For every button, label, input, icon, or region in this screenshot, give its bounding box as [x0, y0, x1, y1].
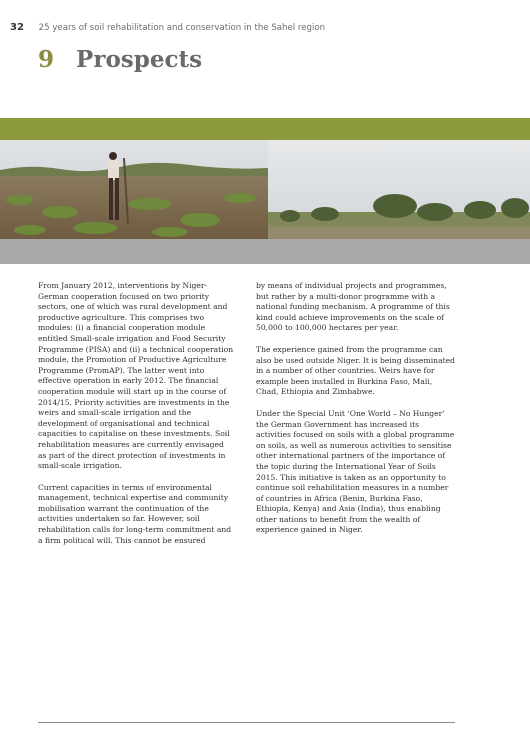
chapter-heading — [38, 46, 202, 73]
paragraph: From January 2012, interventions by Niger-German cooperation focused on two priority sectors, one of which was rural development and productive agriculture. This comprises two modules: (i) a financial cooperation module entitled Small-scale irrigation and Food Security Programme (PISA) and (ii) a technical cooperation module, the Promotion of Productive Agriculture Programme (PromAP). The latter went into effective operation in early 2012. The financial cooperation module will start up in the course of 2014/15. Priority activities are investments in the weirs and small-scale irrigation and the development of organisational and technical capacities to capitalise on these investments. Soil rehabilitation measures are currently envisaged as part of the direct protection of investments in small-scale irrigation. — [38, 281, 234, 471]
chapter-title: Prospects — [76, 46, 203, 73]
photo-farmer-field — [0, 140, 268, 239]
paragraph: Under the Special Unit ‘One World – No Hunger’ the German Government has increased its activities focused on soils with a global programme on soils, as well as numerous activities to sensitise other international partners of the importance of the topic during the International Year of Soils 2015. This initiative is taken as an opportunity to continue soil rehabilitation measures in a number of countries in Africa (Benin, Burkina Faso, Ethiopia, Kenya) and Asia (India), thus enabling other nations to benefit from the wealth of experience gained in Niger. — [256, 408, 455, 535]
text-column-left — [38, 281, 234, 557]
text-column-right — [256, 281, 456, 547]
paragraph: by means of individual projects and programmes, but rather by a multi-donor programme with a national funding mechanism. A programme of this kind could achieve improvements on the scale of 50,000 to 100,000 hectares per year. — [256, 281, 450, 333]
page-number: 32 — [10, 22, 24, 33]
running-header — [10, 22, 325, 33]
grey-band — [0, 239, 530, 264]
photo-strip — [0, 140, 530, 239]
olive-band — [0, 118, 530, 140]
paragraph: Current capacities in terms of environmental management, technical expertise and community mobilisation warrant the continuation of the activities undertaken so far. However, soil rehabilitation calls for long-term commitment and a firm political will. This cannot be ensured — [38, 482, 232, 545]
paragraph: The experience gained from the programme can also be used outside Niger. It is being disseminated in a number of other countries. Weirs have for example been installed in Burkina Faso, Mali, Chad, Ethiopia and Zimbabwe. — [256, 344, 456, 397]
running-title: 25 years of soil rehabilitation and conservation in the Sahel region — [38, 23, 326, 33]
photo-landscape — [268, 140, 530, 239]
footer-rule — [38, 722, 455, 723]
chapter-number: 9 — [38, 46, 55, 73]
